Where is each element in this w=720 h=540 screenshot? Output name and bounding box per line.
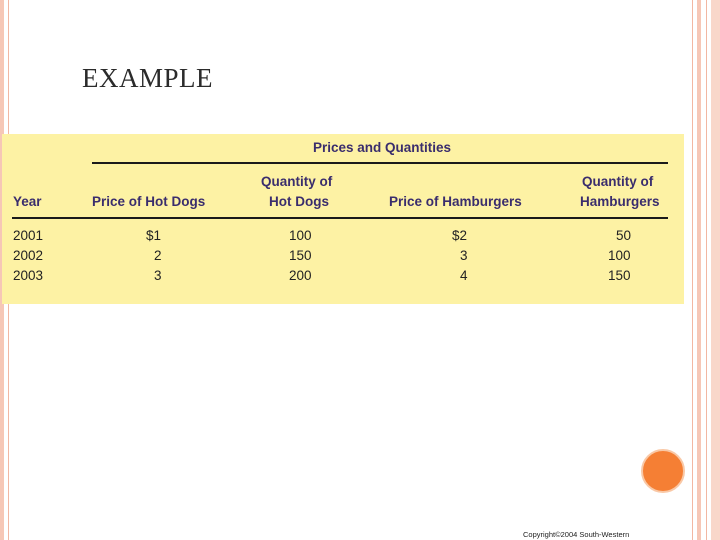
- cell-price-hamburgers: 3: [460, 248, 468, 263]
- column-header-qty-hot-dogs-line2: Hot Dogs: [269, 194, 329, 209]
- cell-qty-hamburgers: 50: [616, 228, 632, 243]
- cell-qty-hamburgers: 150: [608, 268, 631, 283]
- column-header-price-hamburgers: Price of Hamburgers: [389, 194, 522, 209]
- table-heading: Prices and Quantities: [312, 140, 452, 155]
- frame-right-bar: [697, 0, 701, 540]
- frame-right-line: [692, 0, 693, 540]
- header-rule: [12, 217, 668, 219]
- cell-qty-hot-dogs: 200: [289, 268, 312, 283]
- column-header-qty-hamburgers-line1: Quantity of: [582, 174, 654, 189]
- column-header-price-hot-dogs: Price of Hot Dogs: [92, 194, 206, 209]
- frame-right-edge: [711, 0, 720, 540]
- cell-qty-hot-dogs: 150: [289, 248, 312, 263]
- decorative-circle: [641, 449, 685, 493]
- column-header-year: Year: [13, 194, 42, 209]
- copyright-notice: Copyright©2004 South-Western: [523, 530, 630, 539]
- cell-price-hot-dogs: 3: [154, 268, 162, 283]
- heading-rule: [92, 162, 668, 164]
- cell-price-hot-dogs: $1: [146, 228, 162, 243]
- column-header-qty-hamburgers-line2: Hamburgers: [580, 194, 660, 209]
- cell-year: 2001: [13, 228, 44, 243]
- prices-quantities-table: [2, 134, 684, 304]
- cell-year: 2003: [13, 268, 44, 283]
- cell-qty-hot-dogs: 100: [289, 228, 312, 243]
- cell-year: 2002: [13, 248, 44, 263]
- cell-price-hot-dogs: 2: [154, 248, 162, 263]
- cell-qty-hamburgers: 100: [608, 248, 631, 263]
- frame-right-line: [706, 0, 707, 540]
- cell-price-hamburgers: 4: [460, 268, 468, 283]
- column-header-qty-hot-dogs-line1: Quantity of: [261, 174, 333, 189]
- cell-price-hamburgers: $2: [452, 228, 468, 243]
- slide-title: EXAMPLE: [82, 63, 213, 93]
